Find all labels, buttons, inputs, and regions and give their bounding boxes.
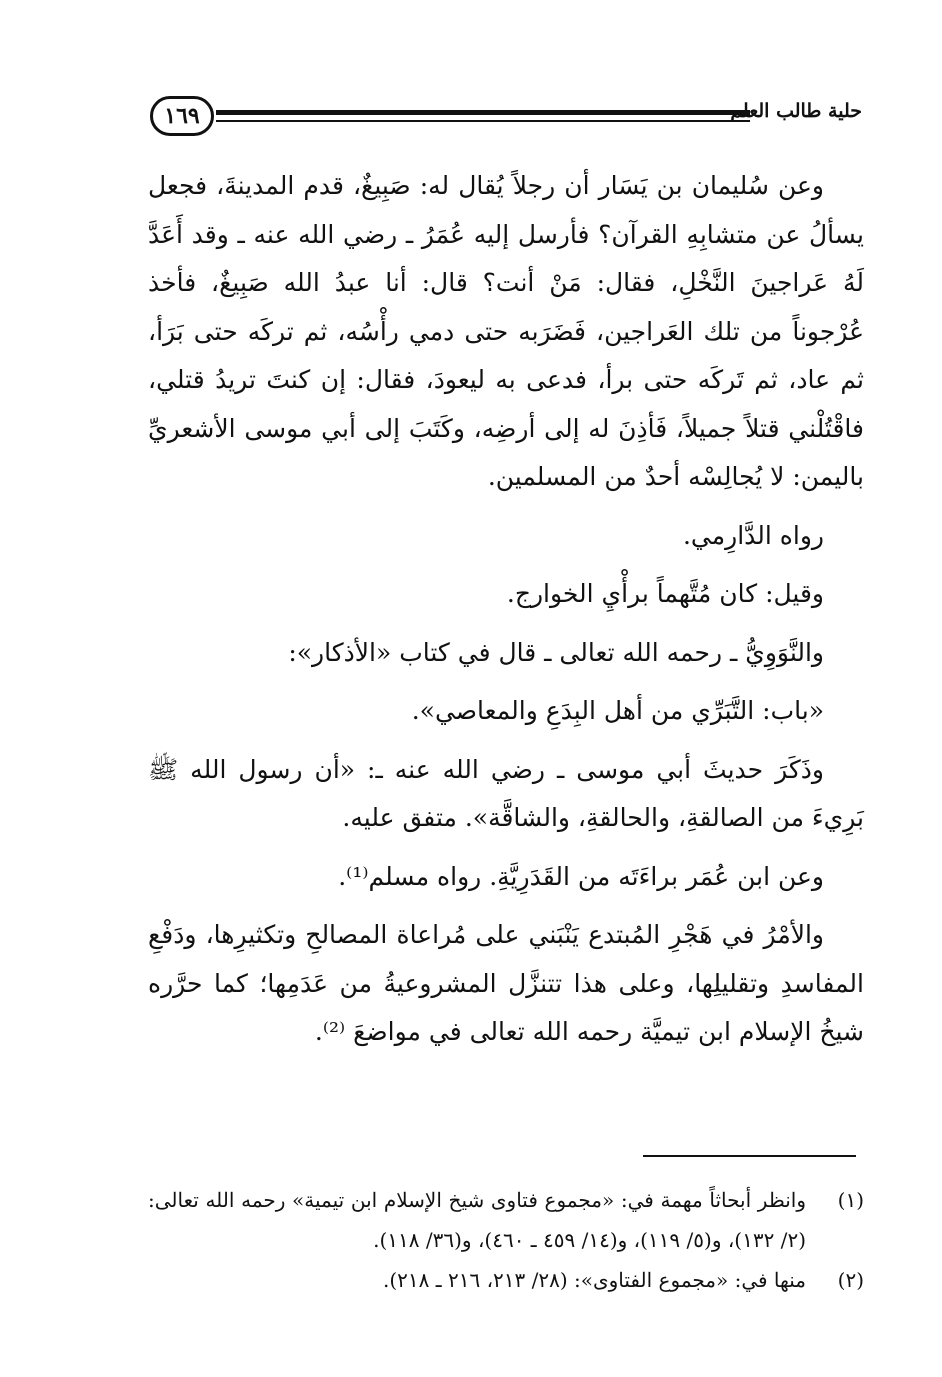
footnote-text: منها في: «مجموع الفتاوى»: (٢٨/ ٢١٣، ٢١٦ ـ ٢١٨). [383, 1268, 806, 1292]
header-rule-thin [216, 120, 750, 122]
footnote-text: وانظر أبحاثاً مهمة في: «مجموع فتاوى شيخ الإسلام ابن تيمية» رحمه الله تعالى: (٢/ ١٣٢)، و(٥/ ١١٩)، و(١٤/ ٤٥٩ ـ ٤٦٠)، و(٣٦/ ١١٨). [148, 1188, 806, 1252]
book-title: حلية طالب العلم [730, 100, 862, 122]
footnote-2 [148, 1260, 864, 1300]
main-text [148, 162, 864, 1057]
paragraph-hajr: والأمْرُ في هَجْرِ المُبتدع يَنْبَني على مُراعاة المصالحِ وتكثيرِها، ودَفْعِ المفاسدِ وتقليلِها، وعلى هذا تتنزَّل المشروعيةُ من عَدَمِها؛ كما حرَّره شيخُ الإسلام ابن تيميَّة رحمه الله تعالى في مواضعَ ⁽²⁾. [148, 920, 865, 1046]
paragraph-sulayman-story: وعن سُليمان بن يَسَار أن رجلاً يُقال له: صَبِيغٌ، قدم المدينةَ، فجعل يسألُ عن متشابِهِ القرآن؟ فأرسل إليه عُمَرُ ـ رضي الله عنه ـ وقد أَعَدَّ لَهُ عَراجينَ النَّخْلِ، فقال: مَنْ أنت؟ قال: أنا عبدُ الله صَبِيغٌ، فأخذ عُرْجوناً من تلك العَراجين، فَضَرَبه حتى دمي رأْسُه، ثم تركَه حتى بَرَأ، ثم عاد، ثم تَركَه حتى برأ، فدعى به ليعودَ، فقال: إن كنتَ تريدُ قتلي، فاقْتُلْني قتلاً جميلاً، فَأذِنَ له إلى أرضِه، وكَتَبَ إلى أبي موسى الأشعريِّ باليمن: لا يُجالِسْه أحدٌ من المسلمين. [148, 171, 864, 491]
footnote-1 [148, 1180, 864, 1260]
footnotes [148, 1180, 864, 1300]
footnote-marker: (١) [837, 1188, 864, 1212]
paragraph-ibn-umar: وعن ابن عُمَر براءَتَه من القَدَرِيَّةِ. رواه مسلم⁽¹⁾. [338, 861, 824, 891]
page-number: ١٦٩ [150, 96, 214, 136]
paragraph-bab: «باب: التَّبَرِّي من أهل البِدَعِ والمعاصي». [411, 696, 824, 725]
paragraph-abu-musa: وذَكَرَ حديثَ أبي موسى ـ رضي الله عنه ـ: «أن رسول الله ﷺ بَرِيءَ من الصالقةِ، والحالقةِ، والشاقَّة». متفق عليه. [148, 754, 864, 832]
paragraph-darimi: رواه الدَّارِمي. [682, 520, 824, 550]
paragraph-khawarij: وقيل: كان مُتَّهماً برأْيِ الخوارج. [506, 579, 824, 608]
header-rule [216, 110, 750, 115]
footnote-marker: (٢) [837, 1268, 864, 1292]
page-header [150, 96, 862, 140]
paragraph-nawawi: والنَّوَوِيُّ ـ رحمه الله تعالى ـ قال في كتاب «الأذكار»: [288, 637, 824, 667]
footnote-separator [643, 1155, 856, 1157]
